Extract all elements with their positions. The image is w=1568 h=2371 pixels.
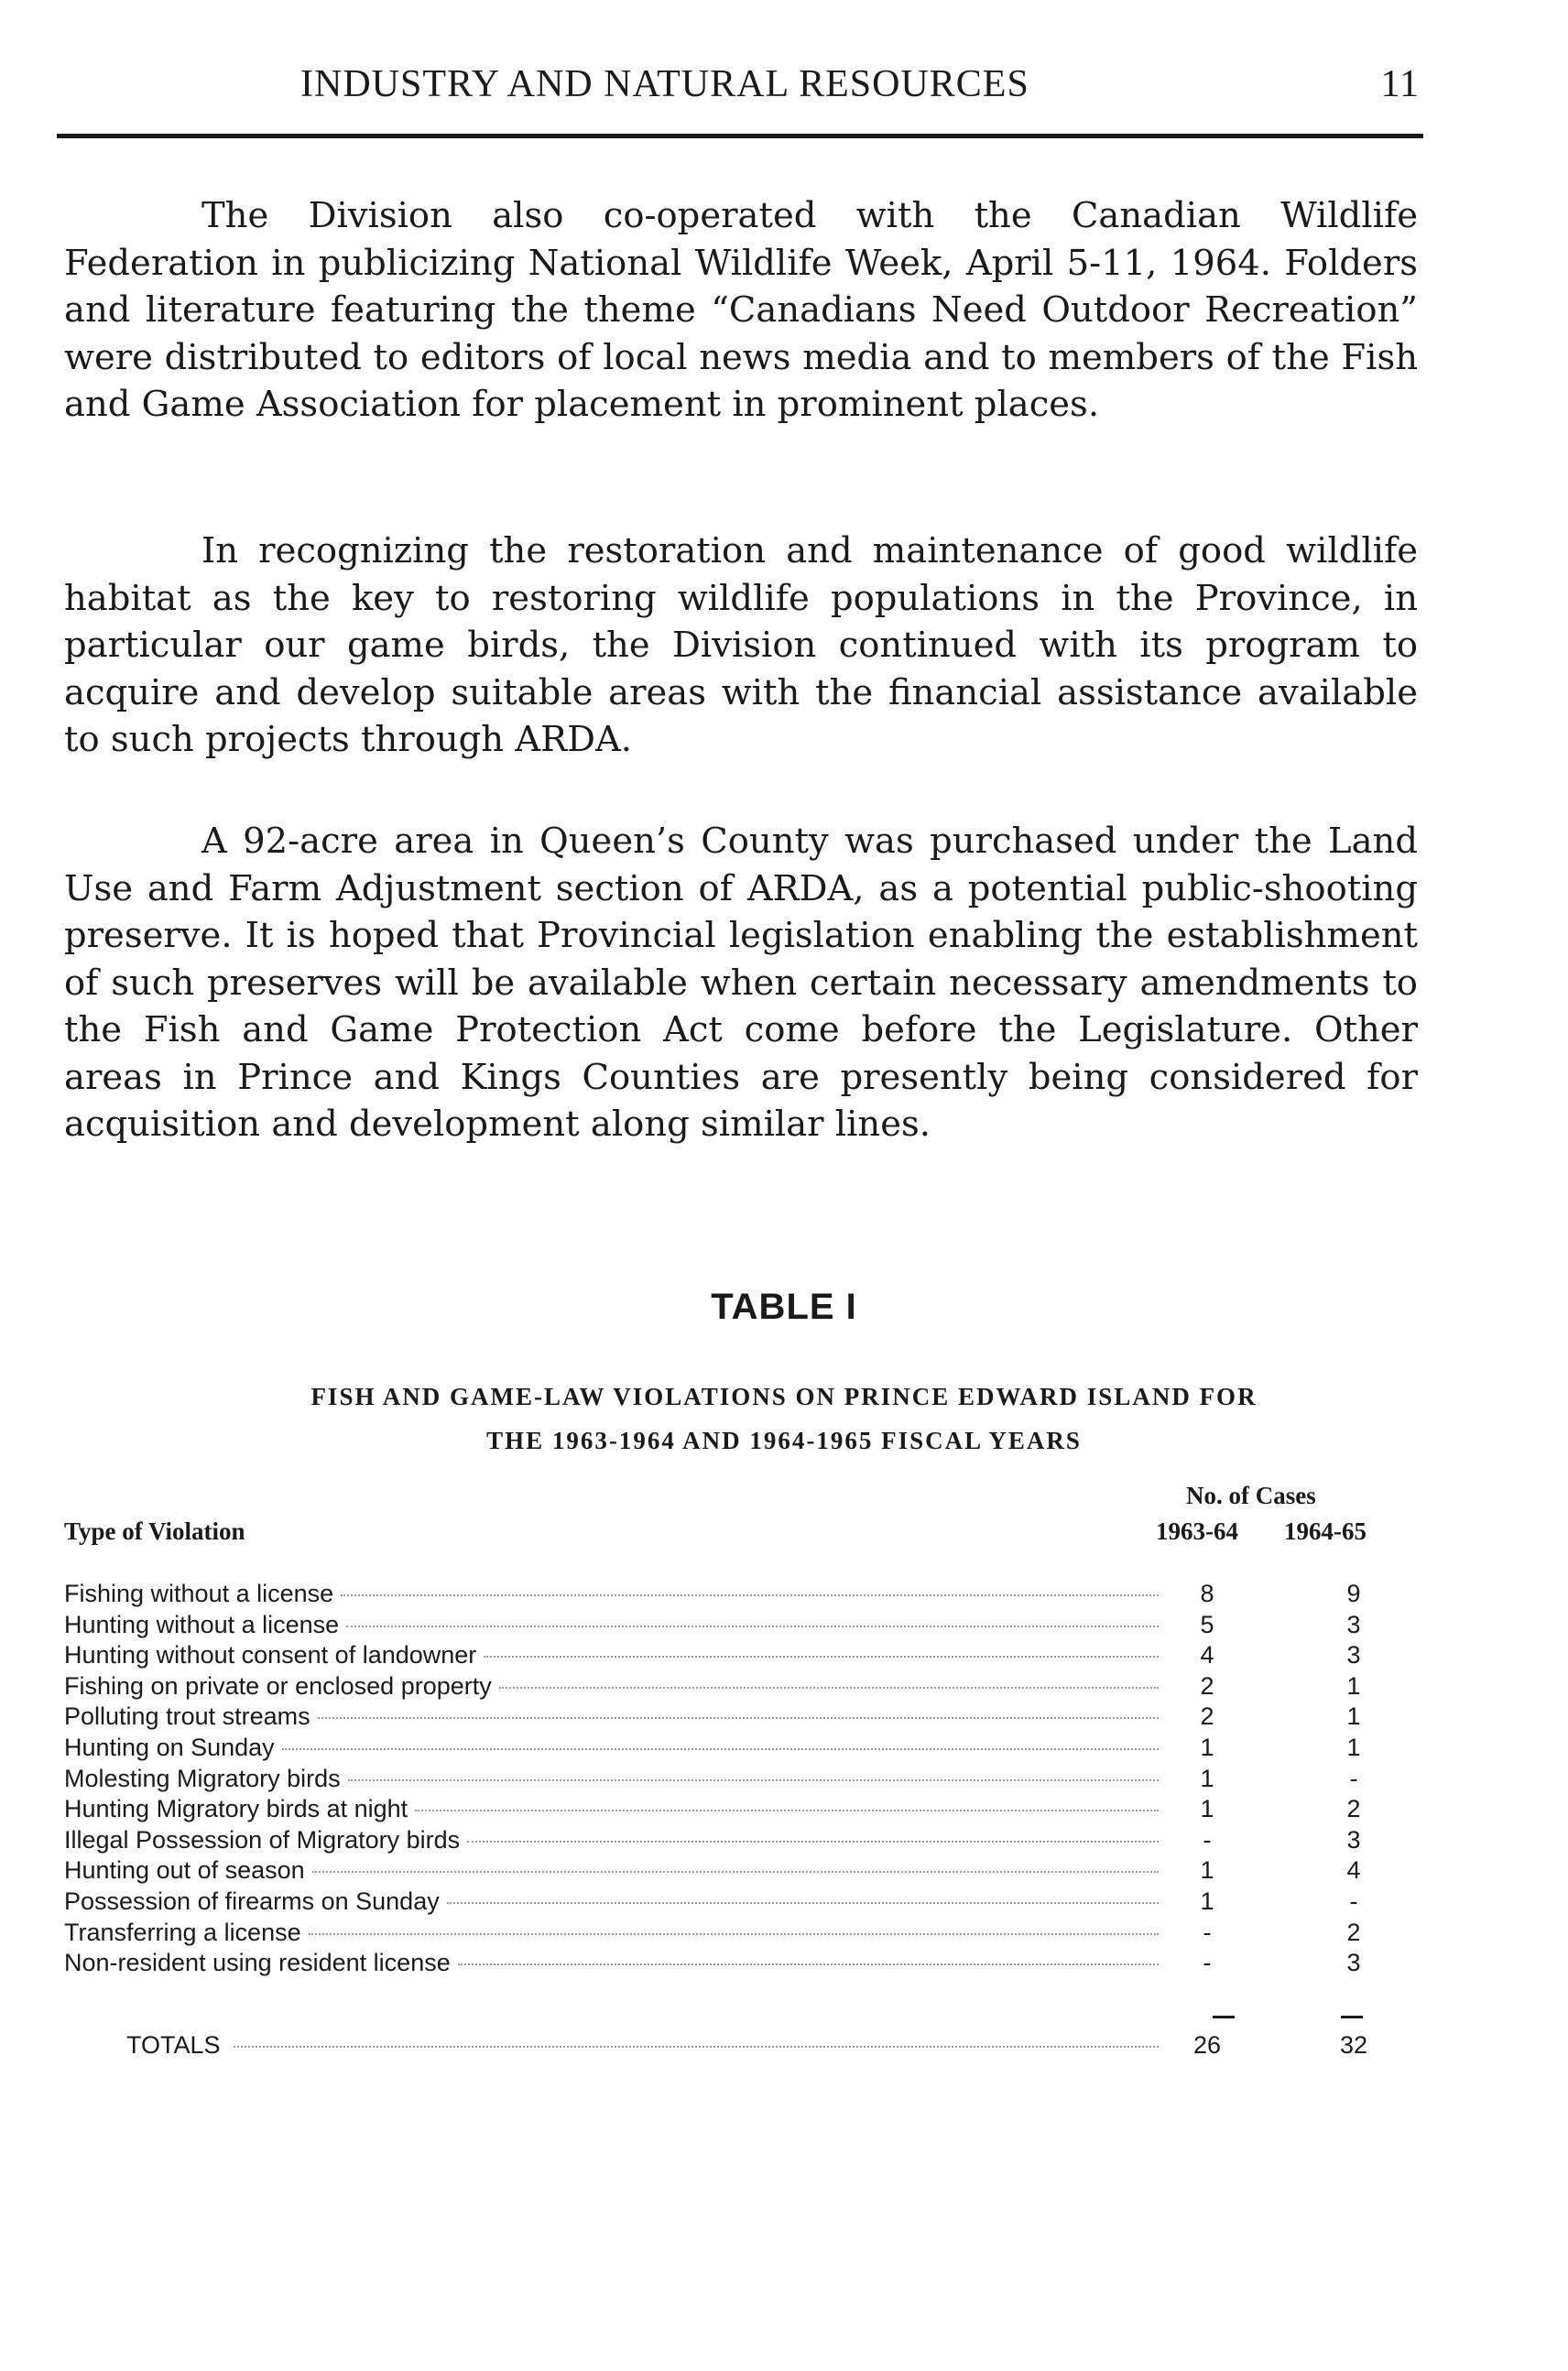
cases-1964-65: 1 xyxy=(1346,1702,1361,1731)
paragraph-3: A 92-acre area in Queen’s County was purchased under the Land Use and Farm Adjustment section of ARDA, as a potential public-shooting preserve. It is hoped that Provincial legislation enabling the establishment of such preserves will be available when certain necessary amendments to the Fish and Game Protection Act come before the Legislature. Other areas in Prince and Kings Counties are presently being considered for acquisition and development along similar lines. xyxy=(64,821,1418,1145)
cases-1964-65: 4 xyxy=(1346,1856,1361,1885)
cases-1963-64: 2 xyxy=(1200,1702,1214,1731)
violation-label: Hunting out of season xyxy=(64,1856,305,1885)
dot-leader xyxy=(467,1840,1159,1843)
dot-leader xyxy=(234,2045,1159,2048)
table-row xyxy=(64,1765,1401,1796)
dot-leader xyxy=(499,1686,1159,1689)
table-row xyxy=(64,1734,1401,1765)
totals-row xyxy=(64,2031,1401,2062)
cases-1964-65: 3 xyxy=(1346,1949,1361,1977)
cases-1963-64: 2 xyxy=(1200,1671,1214,1700)
column-header-1963-64: 1963-64 xyxy=(1156,1517,1238,1545)
cases-1963-64: - xyxy=(1203,1949,1212,1977)
cases-1964-65: 9 xyxy=(1346,1580,1361,1607)
dot-leader xyxy=(415,1809,1159,1811)
cases-1963-64: 1 xyxy=(1200,1764,1214,1792)
column-header-cases: No. of Cases xyxy=(1186,1482,1316,1509)
total-1963-64: 26 xyxy=(1192,2031,1222,2059)
violation-label: Transferring a license xyxy=(64,1918,301,1946)
dot-leader xyxy=(484,1655,1159,1658)
cases-1963-64: 1 xyxy=(1200,1856,1214,1885)
violation-label: Hunting without a license xyxy=(64,1610,340,1638)
cases-1964-65: 3 xyxy=(1346,1610,1361,1638)
table-row xyxy=(64,1949,1401,1980)
total-rule-1963-64 xyxy=(1213,2016,1235,2018)
column-header-1964-65: 1964-65 xyxy=(1284,1517,1367,1545)
table-row xyxy=(64,1795,1401,1826)
dot-leader xyxy=(312,1870,1159,1873)
cases-1963-64: 5 xyxy=(1200,1610,1214,1638)
violation-label: Fishing on private or enclosed property xyxy=(64,1671,492,1700)
cases-1963-64: - xyxy=(1203,1825,1212,1854)
dot-leader xyxy=(318,1716,1159,1719)
cases-1964-65: - xyxy=(1349,1764,1358,1792)
total-rule-1964-65 xyxy=(1341,2016,1363,2018)
cases-1963-64: - xyxy=(1203,1918,1212,1946)
violation-label: Non-resident using resident license xyxy=(64,1949,451,1977)
dot-leader xyxy=(447,1901,1159,1904)
table-row xyxy=(64,1702,1401,1734)
table-row xyxy=(64,1580,1401,1611)
cases-1964-65: 1 xyxy=(1346,1671,1361,1700)
cases-1964-65: 2 xyxy=(1346,1918,1361,1946)
table-row xyxy=(64,1856,1401,1887)
cases-1963-64: 1 xyxy=(1200,1887,1214,1915)
table-subtitle-line-2: THE 1963-1964 AND 1964-1965 FISCAL YEARS xyxy=(486,1427,1082,1454)
dot-leader xyxy=(458,1963,1159,1965)
cases-1964-65: - xyxy=(1349,1887,1358,1915)
column-header-type: Type of Violation xyxy=(64,1517,245,1545)
violation-label: Hunting Migratory birds at night xyxy=(64,1795,408,1823)
cases-1963-64: 1 xyxy=(1200,1795,1214,1823)
cases-1964-65: 1 xyxy=(1346,1733,1361,1761)
violation-label: Polluting trout streams xyxy=(64,1702,310,1731)
violations-table-body xyxy=(64,1580,1401,1980)
cases-1964-65: 2 xyxy=(1346,1795,1361,1823)
cases-1963-64: 8 xyxy=(1200,1580,1214,1607)
table-row xyxy=(64,1641,1401,1672)
violation-label: Hunting without consent of landowner xyxy=(64,1641,477,1669)
dot-leader xyxy=(341,1593,1159,1596)
cases-1963-64: 1 xyxy=(1200,1733,1214,1761)
table-row xyxy=(64,1919,1401,1950)
table-subtitle-line-1: FISH AND GAME-LAW VIOLATIONS ON PRINCE EDWARD ISLAND FOR xyxy=(310,1383,1258,1410)
violation-label: Possession of firearms on Sunday xyxy=(64,1887,440,1915)
dot-leader xyxy=(309,1932,1159,1935)
totals-label: TOTALS xyxy=(126,2031,221,2059)
table-row xyxy=(64,1826,1401,1857)
cases-1964-65: 3 xyxy=(1346,1825,1361,1854)
running-header-title: INDUSTRY AND NATURAL RESOURCES xyxy=(300,63,1029,105)
cases-1964-65: 3 xyxy=(1346,1641,1361,1669)
table-title: TABLE I xyxy=(711,1287,857,1327)
dot-leader xyxy=(348,1778,1159,1781)
paragraph-1: The Division also co-operated with the Canadian Wildlife Federation in publicizing National Wildlife Week, April 5-11, 1964. Folders and literature featuring the theme “Canadians Need Outdoor Recreation” were distributed to editors of local news media and to members of the Fish and Game Association for placement in prominent places. xyxy=(64,195,1418,425)
violation-label: Fishing without a license xyxy=(64,1580,334,1607)
table-row xyxy=(64,1672,1401,1703)
dot-leader xyxy=(346,1625,1159,1627)
table-row xyxy=(64,1887,1401,1919)
header-rule xyxy=(57,134,1423,138)
violation-label: Illegal Possession of Migratory birds xyxy=(64,1825,461,1854)
violation-label: Molesting Migratory birds xyxy=(64,1764,341,1792)
total-1964-65: 32 xyxy=(1339,2031,1368,2059)
dot-leader xyxy=(282,1747,1159,1750)
violation-label: Hunting on Sunday xyxy=(64,1733,275,1761)
cases-1963-64: 4 xyxy=(1200,1641,1214,1669)
paragraph-2: In recognizing the restoration and maintenance of good wildlife habitat as the key to restoring wildlife populations in the Province, in particular our game birds, the Division continued with its program to acquire and develop suitable areas with the financial assistance available to such projects through ARDA. xyxy=(64,530,1418,760)
page-number: 11 xyxy=(1380,63,1420,105)
table-row xyxy=(64,1611,1401,1642)
